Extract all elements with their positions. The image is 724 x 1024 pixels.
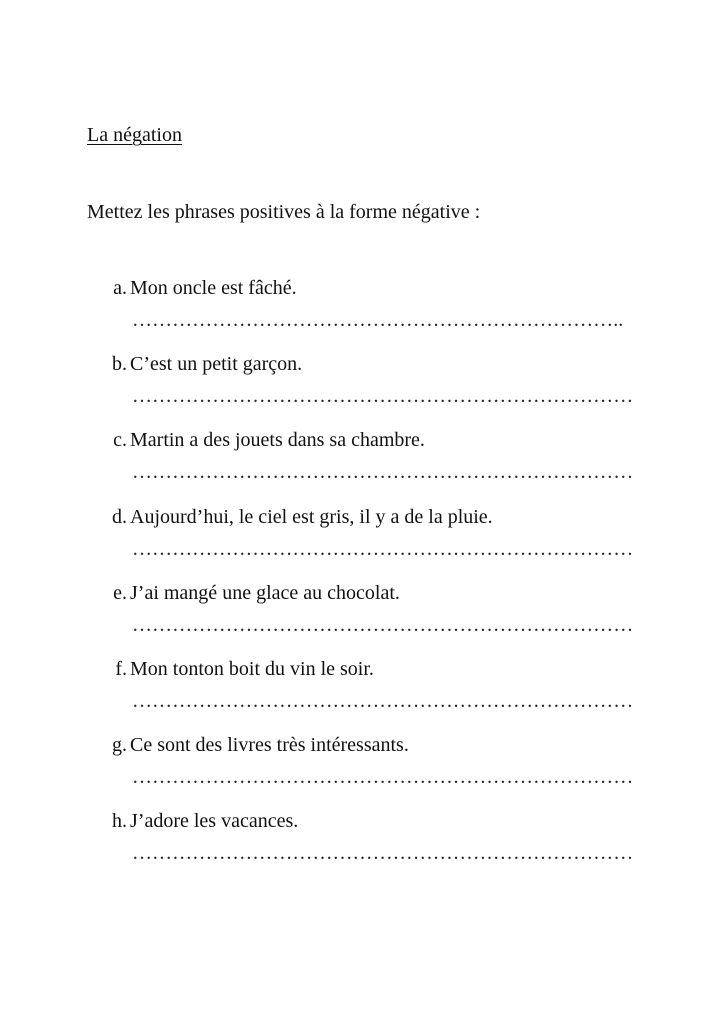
- exercise-item-e: [0, 582, 724, 658]
- exercise-item-a: [0, 277, 724, 353]
- answer-dotted-line: …………………………………………………………………: [132, 690, 634, 712]
- item-sentence: J’ai mangé une glace au chocolat.: [130, 582, 400, 604]
- answer-dotted-line: …………………………………………………………………: [132, 766, 634, 788]
- item-sentence: Martin a des jouets dans sa chambre.: [130, 429, 425, 451]
- item-letter: e.: [113, 582, 127, 604]
- item-sentence: Mon tonton boit du vin le soir.: [130, 658, 374, 680]
- exercise-item-f: [0, 658, 724, 734]
- answer-dotted-line: ………………………………………………………………..: [132, 309, 624, 331]
- exercise-item-h: [0, 810, 724, 886]
- item-letter: a.: [113, 277, 127, 299]
- answer-dotted-line: …………………………………………………………………: [132, 461, 634, 483]
- answer-dotted-line: …………………………………………………………………: [132, 538, 634, 560]
- item-letter: g.: [112, 734, 127, 756]
- item-letter: c.: [113, 429, 127, 451]
- exercise-instruction: Mettez les phrases positives à la forme négative :: [87, 201, 481, 223]
- item-sentence: Aujourd’hui, le ciel est gris, il y a de la pluie.: [130, 506, 493, 528]
- exercise-item-b: [0, 353, 724, 429]
- item-letter: d.: [112, 506, 127, 528]
- answer-dotted-line: …………………………………………………………………: [132, 842, 634, 864]
- exercise-item-g: [0, 734, 724, 810]
- answer-dotted-line: …………………………………………………………………: [132, 385, 634, 407]
- item-sentence: Mon oncle est fâché.: [130, 277, 297, 299]
- item-letter: h.: [112, 810, 127, 832]
- item-sentence: Ce sont des livres très intéressants.: [130, 734, 409, 756]
- answer-dotted-line: …………………………………………………………………: [132, 614, 634, 636]
- item-letter: f.: [115, 658, 127, 680]
- item-sentence: C’est un petit garçon.: [130, 353, 303, 375]
- exercise-item-c: [0, 429, 724, 505]
- item-sentence: J’adore les vacances.: [130, 810, 299, 832]
- exercise-item-d: [0, 506, 724, 582]
- worksheet-title: La négation: [87, 124, 182, 146]
- item-letter: b.: [112, 353, 127, 375]
